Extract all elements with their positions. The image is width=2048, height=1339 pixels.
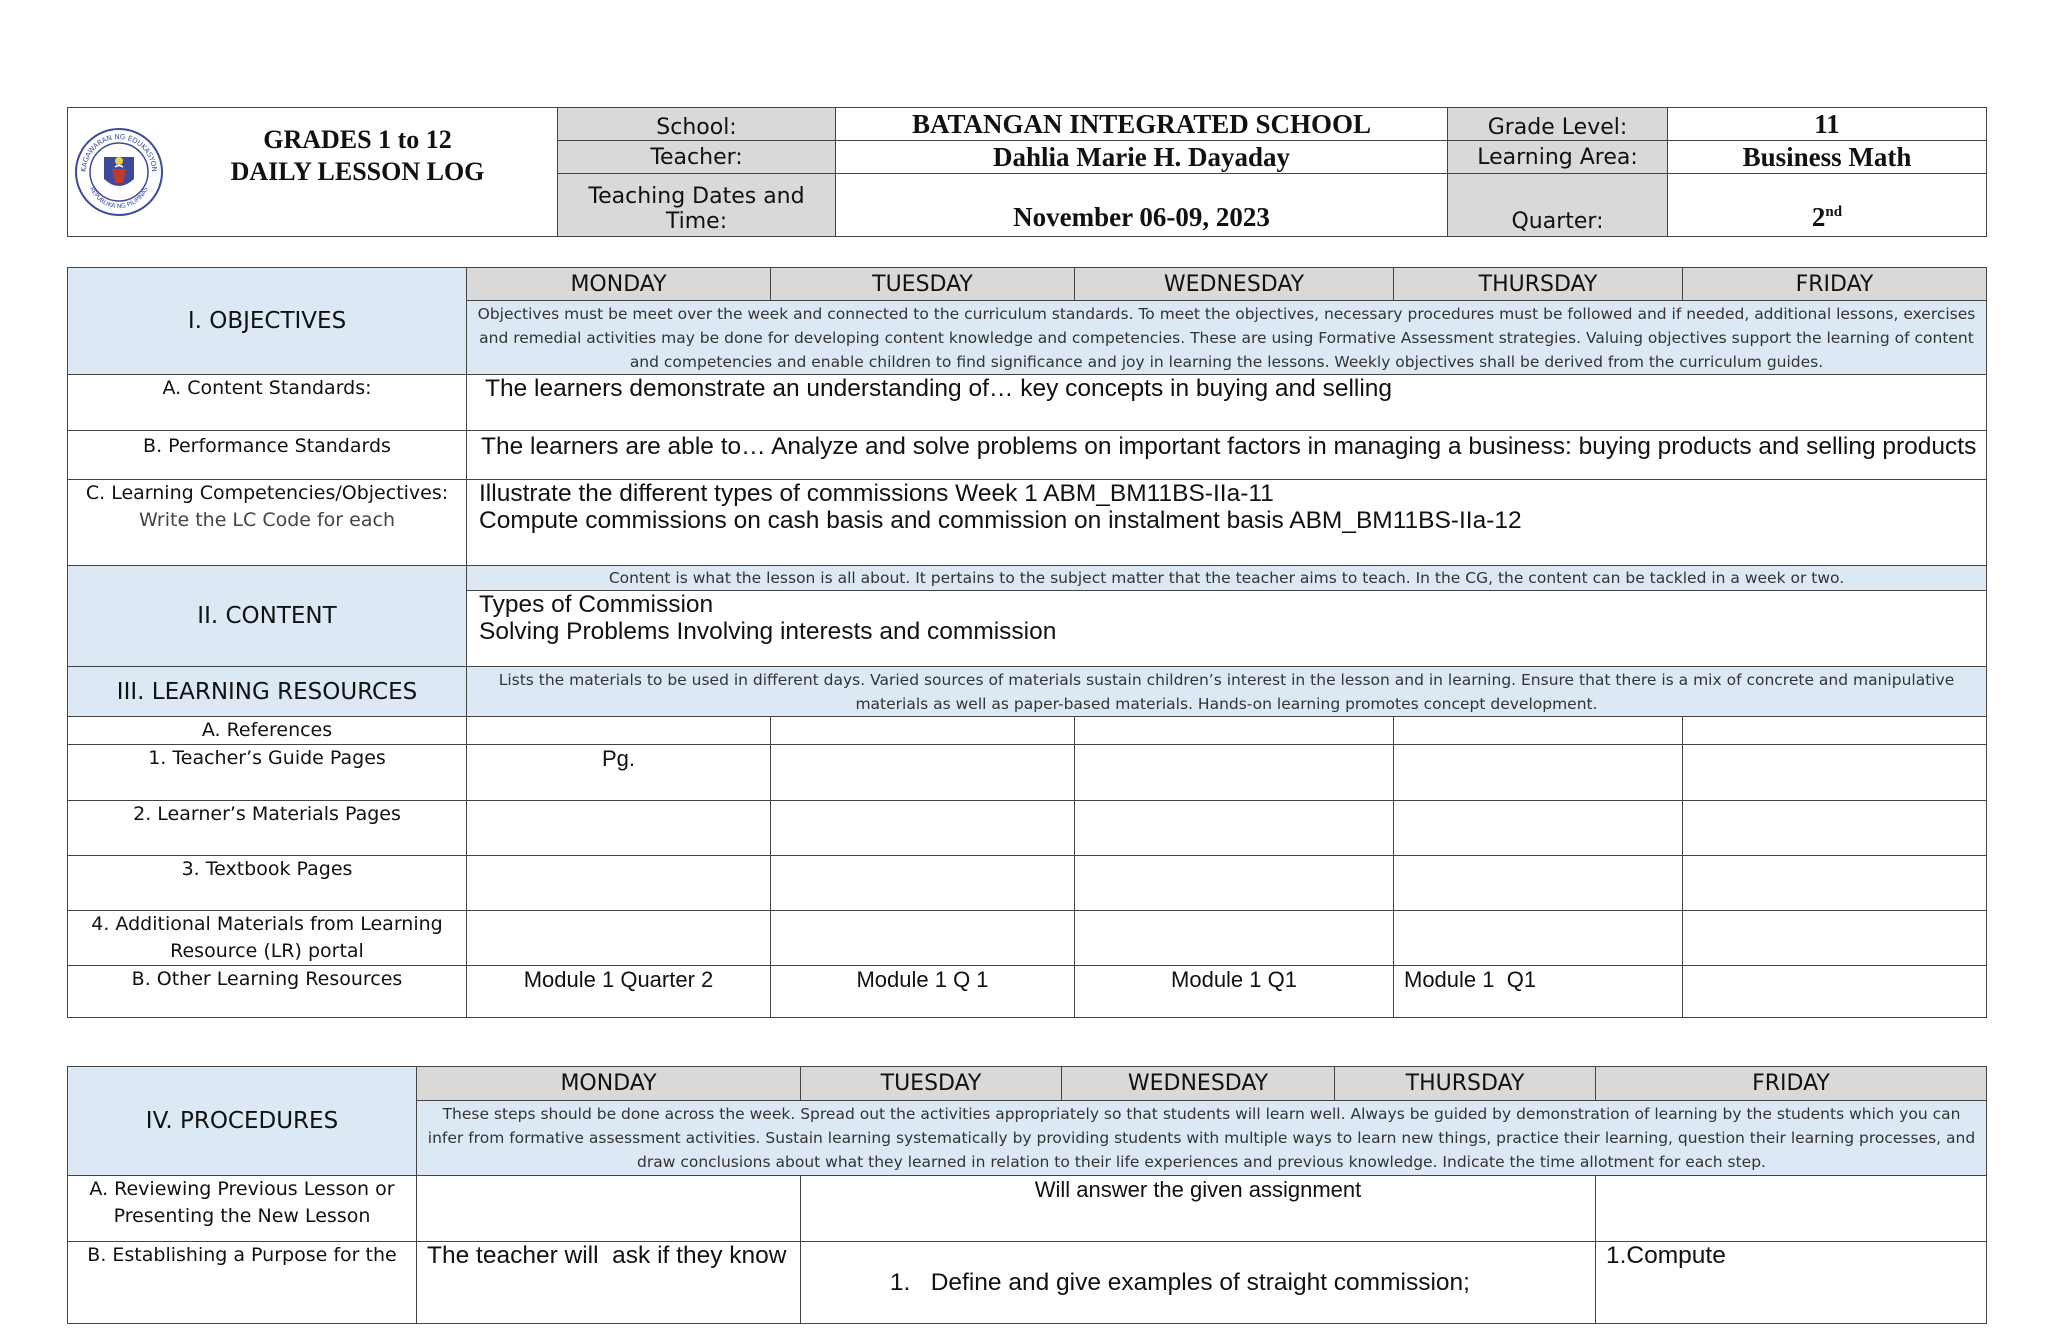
references-tuesday bbox=[771, 717, 1075, 745]
grade-level-label: Grade Level: bbox=[1448, 108, 1668, 141]
reviewing-lesson-friday bbox=[1596, 1176, 1987, 1242]
svg-text:KAGAWARAN NG EDUKASYON: KAGAWARAN NG EDUKASYON bbox=[79, 132, 159, 173]
teaching-dates-value: November 06-09, 2023 bbox=[836, 174, 1448, 237]
objectives-note: Objectives must be meet over the week and connected to the curriculum standards. To meet the objectives, necessary procedures must be followed and if needed, additional lessons, exercises and remedial activities may be done for developing content knowledge and competencies. These are using Formative Assessment strategies. Valuing objectives support the learning of content and competencies and enable children to find significance and joy in learning the lessons. Weekly objectives shall be derived from the curriculum guides. bbox=[467, 301, 1987, 375]
learners-materials-monday bbox=[467, 801, 771, 856]
learners-materials-wednesday bbox=[1075, 801, 1394, 856]
teacher-value: Dahlia Marie H. Dayaday bbox=[836, 141, 1448, 174]
procedures-day-thursday: THURSDAY bbox=[1335, 1067, 1596, 1101]
day-header-monday: MONDAY bbox=[467, 268, 771, 301]
learners-materials-tuesday bbox=[771, 801, 1075, 856]
additional-materials-monday bbox=[467, 911, 771, 966]
establishing-purpose-label: B. Establishing a Purpose for the bbox=[68, 1242, 417, 1324]
content-title: II. CONTENT bbox=[68, 566, 467, 667]
teacher-label: Teacher: bbox=[558, 141, 836, 174]
textbook-pages-friday bbox=[1683, 856, 1987, 911]
lesson-table bbox=[67, 267, 1987, 1018]
learners-materials-label: 2. Learner’s Materials Pages bbox=[68, 801, 467, 856]
textbook-pages-monday bbox=[467, 856, 771, 911]
other-resources-wednesday: Module 1 Q1 bbox=[1075, 966, 1394, 1018]
textbook-pages-wednesday bbox=[1075, 856, 1394, 911]
day-header-friday: FRIDAY bbox=[1683, 268, 1987, 301]
references-wednesday bbox=[1075, 717, 1394, 745]
learning-competencies-sublabel: Write the LC Code for each bbox=[139, 509, 395, 531]
establishing-purpose-monday: The teacher will ask if they know bbox=[417, 1242, 801, 1324]
procedures-day-friday: FRIDAY bbox=[1596, 1067, 1987, 1101]
grade-level-value: 11 bbox=[1668, 108, 1987, 141]
other-resources-friday bbox=[1683, 966, 1987, 1018]
day-header-wednesday: WEDNESDAY bbox=[1075, 268, 1394, 301]
performance-standards-label: B. Performance Standards bbox=[68, 431, 467, 480]
teachers-guide-thursday bbox=[1394, 745, 1683, 801]
reviewing-lesson-value: Will answer the given assignment bbox=[801, 1176, 1596, 1242]
learning-resources-title: III. LEARNING RESOURCES bbox=[68, 667, 467, 717]
objectives-title: I. OBJECTIVES bbox=[68, 268, 467, 375]
other-resources-monday: Module 1 Quarter 2 bbox=[467, 966, 771, 1018]
procedures-day-wednesday: WEDNESDAY bbox=[1062, 1067, 1335, 1101]
reviewing-lesson-label: A. Reviewing Previous Lesson or Presenting the New Lesson bbox=[68, 1176, 417, 1242]
quarter-value: 2nd bbox=[1668, 174, 1987, 237]
school-label: School: bbox=[558, 108, 836, 141]
content-note: Content is what the lesson is all about. It pertains to the subject matter that the teacher aims to teach. In the CG, the content can be tackled in a week or two. bbox=[467, 566, 1987, 591]
teaching-dates-label: Teaching Dates and Time: bbox=[558, 174, 836, 237]
additional-materials-label: 4. Additional Materials from Learning Resource (LR) portal bbox=[68, 911, 467, 966]
learning-resources-note: Lists the materials to be used in different days. Varied sources of materials sustain children’s interest in the lesson and in learning. Ensure that there is a mix of concrete and manipulative materials as well as paper-based materials. Hands-on learning promotes concept development. bbox=[467, 667, 1987, 717]
procedures-day-tuesday: TUESDAY bbox=[801, 1067, 1062, 1101]
teachers-guide-wednesday bbox=[1075, 745, 1394, 801]
quarter-label: Quarter: bbox=[1448, 174, 1668, 237]
content-standards-label: A. Content Standards: bbox=[68, 375, 467, 431]
procedures-day-monday: MONDAY bbox=[417, 1067, 801, 1101]
content-standards-value: The learners demonstrate an understanding of… key concepts in buying and selling bbox=[467, 375, 1987, 431]
references-monday bbox=[467, 717, 771, 745]
content-value: Types of Commission Solving Problems Involving interests and commission bbox=[467, 591, 1987, 667]
performance-standards-value: The learners are able to… Analyze and solve problems on important factors in managing a business: buying products and selling products bbox=[467, 431, 1987, 480]
learners-materials-thursday bbox=[1394, 801, 1683, 856]
school-value: BATANGAN INTEGRATED SCHOOL bbox=[836, 108, 1448, 141]
day-header-thursday: THURSDAY bbox=[1394, 268, 1683, 301]
additional-materials-thursday bbox=[1394, 911, 1683, 966]
header-title-line2: DAILY LESSON LOG bbox=[230, 157, 485, 186]
svg-text:REPUBLIKA NG PILIPINAS: REPUBLIKA NG PILIPINAS bbox=[88, 186, 150, 211]
textbook-pages-label: 3. Textbook Pages bbox=[68, 856, 467, 911]
header-table bbox=[67, 107, 1987, 237]
additional-materials-friday bbox=[1683, 911, 1987, 966]
deped-seal-logo bbox=[74, 127, 164, 217]
procedures-note: These steps should be done across the week. Spread out the activities appropriately so that students will learn well. Always be guided by demonstration of learning by the students which you can infer from formative assessment activities. Sustain learning systematically by providing students with multiple ways to learn new things, practice their learning, question their learning processes, and draw conclusions about what they learned in relation to their life experiences and previous knowledge. Indicate the time allotment for each step. bbox=[417, 1101, 1987, 1176]
additional-materials-tuesday bbox=[771, 911, 1075, 966]
learning-competencies-label: C. Learning Competencies/Objectives: Write the LC Code for each bbox=[68, 480, 467, 566]
learners-materials-friday bbox=[1683, 801, 1987, 856]
teachers-guide-label: 1. Teacher’s Guide Pages bbox=[68, 745, 467, 801]
learning-competencies-value: Illustrate the different types of commissions Week 1 ABM_BM11BS-IIa-11 Compute commissions on cash basis and commission on instalment basis ABM_BM11BS-IIa-12 bbox=[467, 480, 1987, 566]
references-friday bbox=[1683, 717, 1987, 745]
references-thursday bbox=[1394, 717, 1683, 745]
learning-area-label: Learning Area: bbox=[1448, 141, 1668, 174]
teachers-guide-tuesday bbox=[771, 745, 1075, 801]
establishing-purpose-thursday: 1.Compute bbox=[1596, 1242, 1987, 1324]
textbook-pages-thursday bbox=[1394, 856, 1683, 911]
other-resources-label: B. Other Learning Resources bbox=[68, 966, 467, 1018]
quarter-suffix: nd bbox=[1825, 204, 1843, 220]
header-title-line1: GRADES 1 to 12 bbox=[263, 125, 452, 154]
teachers-guide-monday: Pg. bbox=[467, 745, 771, 801]
learning-area-value: Business Math bbox=[1668, 141, 1987, 174]
header-title-cell bbox=[68, 108, 558, 237]
reviewing-lesson-monday bbox=[417, 1176, 801, 1242]
teachers-guide-friday bbox=[1683, 745, 1987, 801]
procedures-table bbox=[67, 1066, 1987, 1324]
procedures-title: IV. PROCEDURES bbox=[68, 1067, 417, 1176]
additional-materials-wednesday bbox=[1075, 911, 1394, 966]
references-label: A. References bbox=[68, 717, 467, 745]
day-header-tuesday: TUESDAY bbox=[771, 268, 1075, 301]
other-resources-tuesday: Module 1 Q 1 bbox=[771, 966, 1075, 1018]
textbook-pages-tuesday bbox=[771, 856, 1075, 911]
establishing-purpose-middle: 1. Define and give examples of straight commission; bbox=[801, 1242, 1596, 1324]
other-resources-thursday: Module 1 Q1 bbox=[1394, 966, 1683, 1018]
